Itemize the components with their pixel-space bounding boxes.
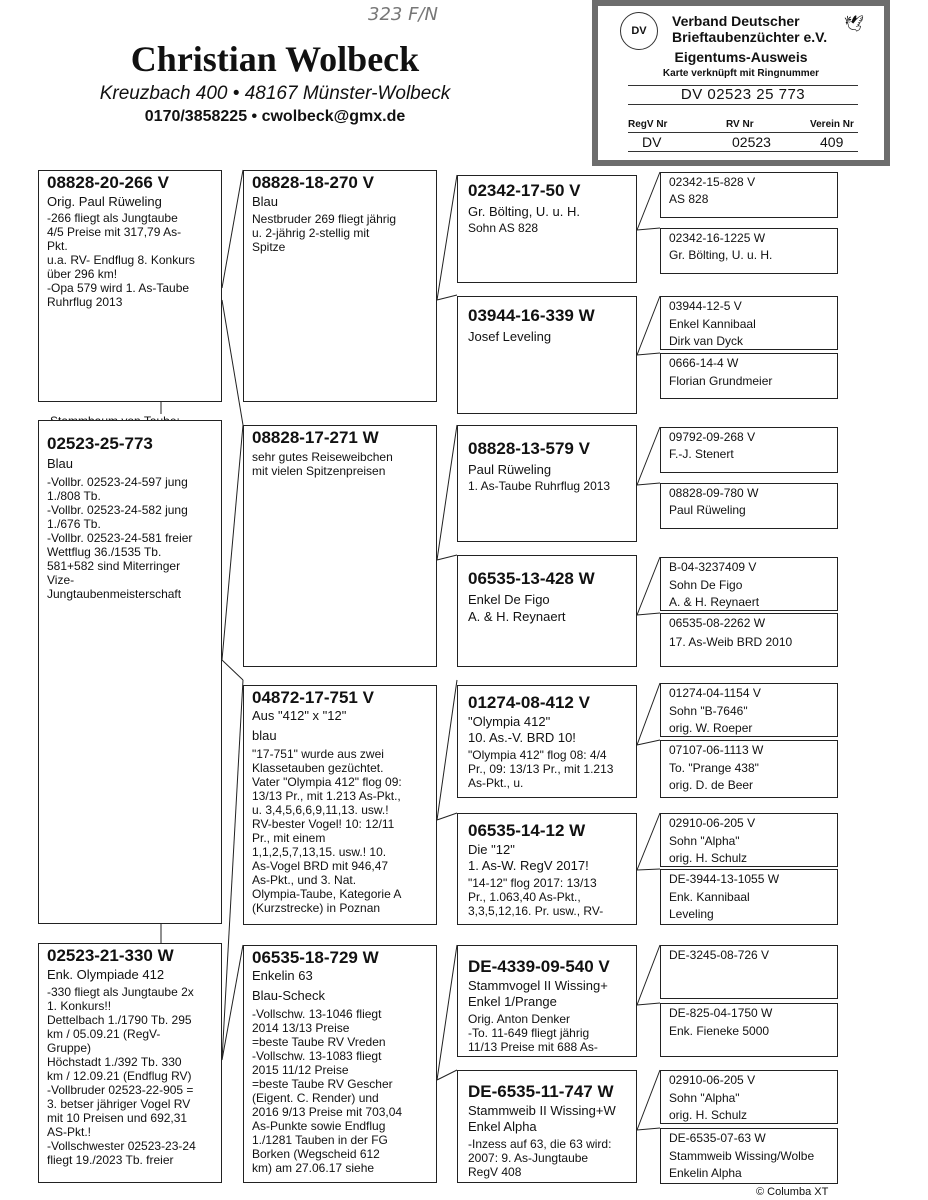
gen1-box-4 — [243, 945, 437, 1183]
ownership-card — [592, 0, 890, 166]
gen2-6-ring: 06535-14-12 W — [468, 821, 586, 840]
subject-notes: -Vollbr. 02523-24-597 jung 1./808 Tb. -Vollbr. 02523-24-582 jung 1./676 Tb. -Vollbr. 02523-24-581 freier Wettflug 36./1535 Tb. 581+582 sind Miterringer Vize- Jungtaubenmeisterschaft — [47, 475, 193, 601]
gen3-9-ring: 01274-04-1154 V — [669, 686, 761, 700]
gen3-box-4 — [660, 353, 838, 399]
gen3-8-text: 17. As-Weib BRD 2010 — [669, 635, 793, 649]
breeder-header — [40, 38, 510, 128]
gen1-3-ring: 04872-17-751 V — [252, 688, 374, 707]
subject-box — [38, 420, 222, 924]
gen2-7-line1: Stammvogel II Wissing+ — [468, 978, 608, 993]
gen2-box-3 — [457, 425, 637, 542]
gen2-1-line2: Sohn AS 828 — [468, 221, 539, 235]
gen3-1-ring: 02342-15-828 V — [669, 175, 756, 189]
gen1-4-ring: 06535-18-729 W — [252, 948, 379, 967]
subject-ring: 02523-25-773 — [47, 434, 153, 453]
gen3-4-ring: 0666-14-4 W — [669, 356, 739, 370]
footer-copyright: © Columba XT — [756, 1186, 829, 1198]
sibling-top-ring: 08828-20-266 V — [47, 173, 169, 192]
gen2-8-line1: Stammweib II Wissing+W — [468, 1103, 616, 1118]
gen1-4-notes: -Vollschw. 13-1046 fliegt 2014 13/13 Preise =beste Taube RV Vreden -Vollschw. 13-1083 fliegt 2015 11/12 Preise =beste Taube RV Gescher (Eigent. C. Render) und 2016 9/13 Preise mit 703,04 As-Punkte sowie Endflug 1./1281 Tauben in der FG Borken (Wegscheid 612 km) am 27.06.17 siehe — [252, 1007, 403, 1175]
gen2-5-line3: "Olympia 412" flog 08: 4/4 Pr., 09: 13/13 Pr., mit 1.213 As-Pkt., u. — [468, 748, 614, 790]
gen2-3-ring: 08828-13-579 V — [468, 439, 590, 458]
gen3-3-text: Enkel Kannibaal Dirk van Dyck — [669, 317, 756, 348]
gen2-3-line1: Paul Rüweling — [468, 462, 552, 477]
gen1-3-notes: "17-751" wurde aus zwei Klassetauben gezüchtet. Vater "Olympia 412" flog 09: 13/13 Pr., mit 1.213 As-Pkt., u. 3,4,5,6,6,9,11,13. usw.! RV-bester Vogel! 10: 12/11 Pr., mit einem 1,1,2,5,7,13,15. usw.! 10. As-Vogel BRD mit 946,47 As-Pkt., und 3. Nat. Olympia-Taube, Kategorie A (Kurzstrecke) in Poznan — [252, 747, 402, 915]
sibling-top-notes: -266 fliegt als Jungtaube 4/5 Preise mit 317,79 As- Pkt. u.a. RV- Endflug 8. Konkurs über 296 km! -Opa 579 wird 1. As-Taube Ruhrflug 2013 — [47, 211, 195, 309]
gen2-8-line3: -Inzess auf 63, die 63 wird: 2007: 9. As-Jungtaube RegV 408 — [468, 1137, 612, 1179]
gen3-4-text: Florian Grundmeier — [669, 374, 773, 388]
gen3-14-text: Enk. Fieneke 5000 — [669, 1024, 770, 1038]
gen3-box-10 — [660, 740, 838, 798]
gen2-7-line3: Orig. Anton Denker -To. 11-649 fliegt jährig 11/13 Preise mit 688 As- — [468, 1012, 598, 1054]
gen3-box-7 — [660, 557, 838, 611]
sibling-top-box — [38, 170, 222, 402]
gen2-7-line2: Enkel 1/Prange — [468, 994, 557, 1009]
gen3-box-12 — [660, 869, 838, 925]
gen2-2-line1: Josef Leveling — [468, 329, 552, 344]
gen3-box-1 — [660, 172, 838, 218]
gen3-box-8 — [660, 613, 838, 667]
gen3-10-ring: 07107-06-1113 W — [669, 743, 764, 757]
gen2-8-ring: DE-6535-11-747 W — [468, 1082, 614, 1101]
gen2-box-4 — [457, 555, 637, 667]
card-subtitle: Karte verknüpft mit Ringnummer — [662, 68, 820, 79]
gen3-2-ring: 02342-16-1225 W — [669, 231, 766, 245]
gen1-4-color: Enkelin 63 — [252, 968, 313, 983]
gen2-box-2 — [457, 296, 637, 414]
gen3-6-text: Paul Rüweling — [669, 503, 746, 517]
gen2-1-line1: Gr. Bölting, U. u. H. — [468, 204, 580, 219]
gen3-16-text: Stammweib Wissing/Wolbe Enkelin Alpha — [669, 1149, 815, 1180]
gen3-box-2 — [660, 228, 838, 274]
breeder-contact: 0170/3858225 • cwolbeck@gmx.de — [144, 108, 406, 125]
gen2-6-line2: 1. As-W. RegV 2017! — [468, 858, 589, 873]
gen3-10-text: To. "Prange 438" orig. D. de Beer — [669, 761, 759, 792]
card-org-line2: Brieftaubenzüchter e.V. — [672, 29, 828, 45]
sibling-bottom-origin: Enk. Olympiade 412 — [47, 967, 165, 982]
gen2-4-line2: A. & H. Reynaert — [468, 609, 566, 624]
gen3-9-text: Sohn "B-7646" orig. W. Roeper — [669, 704, 753, 735]
sibling-bottom-ring: 02523-21-330 W — [47, 946, 174, 965]
card-col1-label: RegV Nr — [628, 119, 668, 130]
breeder-name: Christian Wolbeck — [130, 39, 420, 79]
gen2-8-line2: Enkel Alpha — [468, 1119, 537, 1134]
breeder-address: Kreuzbach 400 • 48167 Münster-Wolbeck — [99, 83, 451, 104]
gen3-12-ring: DE-3944-13-1055 W — [669, 872, 780, 886]
gen3-8-ring: 06535-08-2262 W — [669, 616, 766, 630]
gen3-5-text: F.-J. Stenert — [669, 447, 734, 461]
dam-ring: 08828-17-271 W — [252, 428, 379, 447]
gen3-1-text: AS 828 — [669, 192, 709, 206]
card-ring-number: DV 02523 25 773 — [628, 85, 858, 105]
gen3-box-11 — [660, 813, 838, 867]
gen3-box-15 — [660, 1070, 838, 1124]
gen3-box-6 — [660, 483, 838, 529]
sibling-bottom-box — [38, 943, 222, 1183]
gen2-6-line3: "14-12" flog 2017: 13/13 Pr., 1.063,40 As-Pkt., 3,3,5,12,16. Pr. usw., RV- — [468, 876, 604, 918]
gen2-5-ring: 01274-08-412 V — [468, 693, 590, 712]
gen2-5-line2: 10. As.-V. BRD 10! — [468, 730, 576, 745]
gen2-box-8 — [457, 1070, 637, 1183]
gen2-3-line2: 1. As-Taube Ruhrflug 2013 — [468, 479, 611, 493]
gen2-5-line1: "Olympia 412" — [468, 714, 551, 729]
gen3-15-text: Sohn "Alpha" orig. H. Schulz — [669, 1091, 748, 1122]
gen3-11-text: Sohn "Alpha" orig. H. Schulz — [669, 834, 748, 865]
gen2-box-7 — [457, 945, 637, 1057]
gen3-11-ring: 02910-06-205 V — [669, 816, 756, 830]
gen3-box-13 — [660, 945, 838, 999]
pigeon-icon: 🕊 — [844, 16, 865, 33]
sire-color: Blau — [252, 194, 279, 209]
handwritten-note: 323 F/N — [368, 4, 438, 25]
gen1-4-color2: Blau-Scheck — [252, 988, 325, 1003]
sire-ring: 08828-18-270 V — [252, 173, 374, 192]
gen2-7-ring: DE-4339-09-540 V — [468, 957, 610, 976]
gen3-3-ring: 03944-12-5 V — [669, 299, 742, 313]
gen3-2-text: Gr. Bölting, U. u. H. — [669, 248, 773, 262]
gen2-box-1 — [457, 175, 637, 283]
card-col3-value: 409 — [820, 134, 844, 150]
gen1-3-color: Aus "412" x "12" — [252, 708, 347, 723]
gen3-box-14 — [660, 1003, 838, 1057]
card-org-line1: Verband Deutscher — [672, 13, 800, 29]
gen2-box-5 — [457, 685, 637, 798]
card-col2-label: RV Nr — [726, 119, 754, 130]
gen3-14-ring: DE-825-04-1750 W — [669, 1006, 773, 1020]
gen3-15-ring: 02910-06-205 V — [669, 1073, 756, 1087]
sire-box — [243, 170, 437, 402]
gen2-2-ring: 03944-16-339 W — [468, 306, 595, 325]
gen2-4-ring: 06535-13-428 W — [468, 569, 595, 588]
gen3-box-16 — [660, 1128, 838, 1184]
sibling-bottom-notes: -330 fliegt als Jungtaube 2x 1. Konkurs!! Dettelbach 1./1790 Tb. 295 km / 05.09.21 (RegV- Gruppe) Höchstadt 1./392 Tb. 330 km / 12.09.21 (Endflug RV) -Vollbruder 02523-22-905 = 3. betser jähriger Vogel RV mit 10 Preisen und 692,31 AS-Pkt.! -Vollschwester 02523-23-24 fliegt 19./2023 Tb. freier — [47, 985, 196, 1167]
gen2-1-ring: 02342-17-50 V — [468, 181, 581, 200]
gen3-7-ring: B-04-3237409 V — [669, 560, 757, 574]
dam-notes: sehr gutes Reiseweibchen mit vielen Spitzenpreisen — [252, 450, 393, 478]
gen2-4-line1: Enkel De Figo — [468, 592, 550, 607]
gen2-6-line1: Die "12" — [468, 842, 515, 857]
gen3-6-ring: 08828-09-780 W — [669, 486, 759, 500]
card-col3-label: Verein Nr — [810, 119, 854, 130]
card-title: Eigentums-Ausweis — [674, 49, 808, 65]
gen2-box-6 — [457, 813, 637, 925]
gen1-box-3 — [243, 685, 437, 925]
vdb-logo-icon: DV — [620, 12, 658, 50]
sibling-top-origin: Orig. Paul Rüweling — [47, 194, 162, 209]
dam-box — [243, 425, 437, 667]
sire-notes: Nestbruder 269 fliegt jährig u. 2-jährig 2-stellig mit Spitze — [252, 212, 397, 254]
gen3-box-9 — [660, 683, 838, 737]
gen3-16-ring: DE-6535-07-63 W — [669, 1131, 766, 1145]
gen1-3-color2: blau — [252, 728, 277, 743]
card-col1-value: DV — [642, 134, 662, 150]
gen3-13-ring: DE-3245-08-726 V — [669, 948, 770, 962]
gen3-5-ring: 09792-09-268 V — [669, 430, 756, 444]
subject-color: Blau — [47, 456, 74, 471]
card-col2-value: 02523 — [732, 134, 771, 150]
gen3-7-text: Sohn De Figo A. & H. Reynaert — [669, 578, 760, 609]
gen3-12-text: Enk. Kannibaal Leveling — [669, 890, 750, 921]
gen3-box-5 — [660, 427, 838, 473]
gen3-box-3 — [660, 296, 838, 350]
